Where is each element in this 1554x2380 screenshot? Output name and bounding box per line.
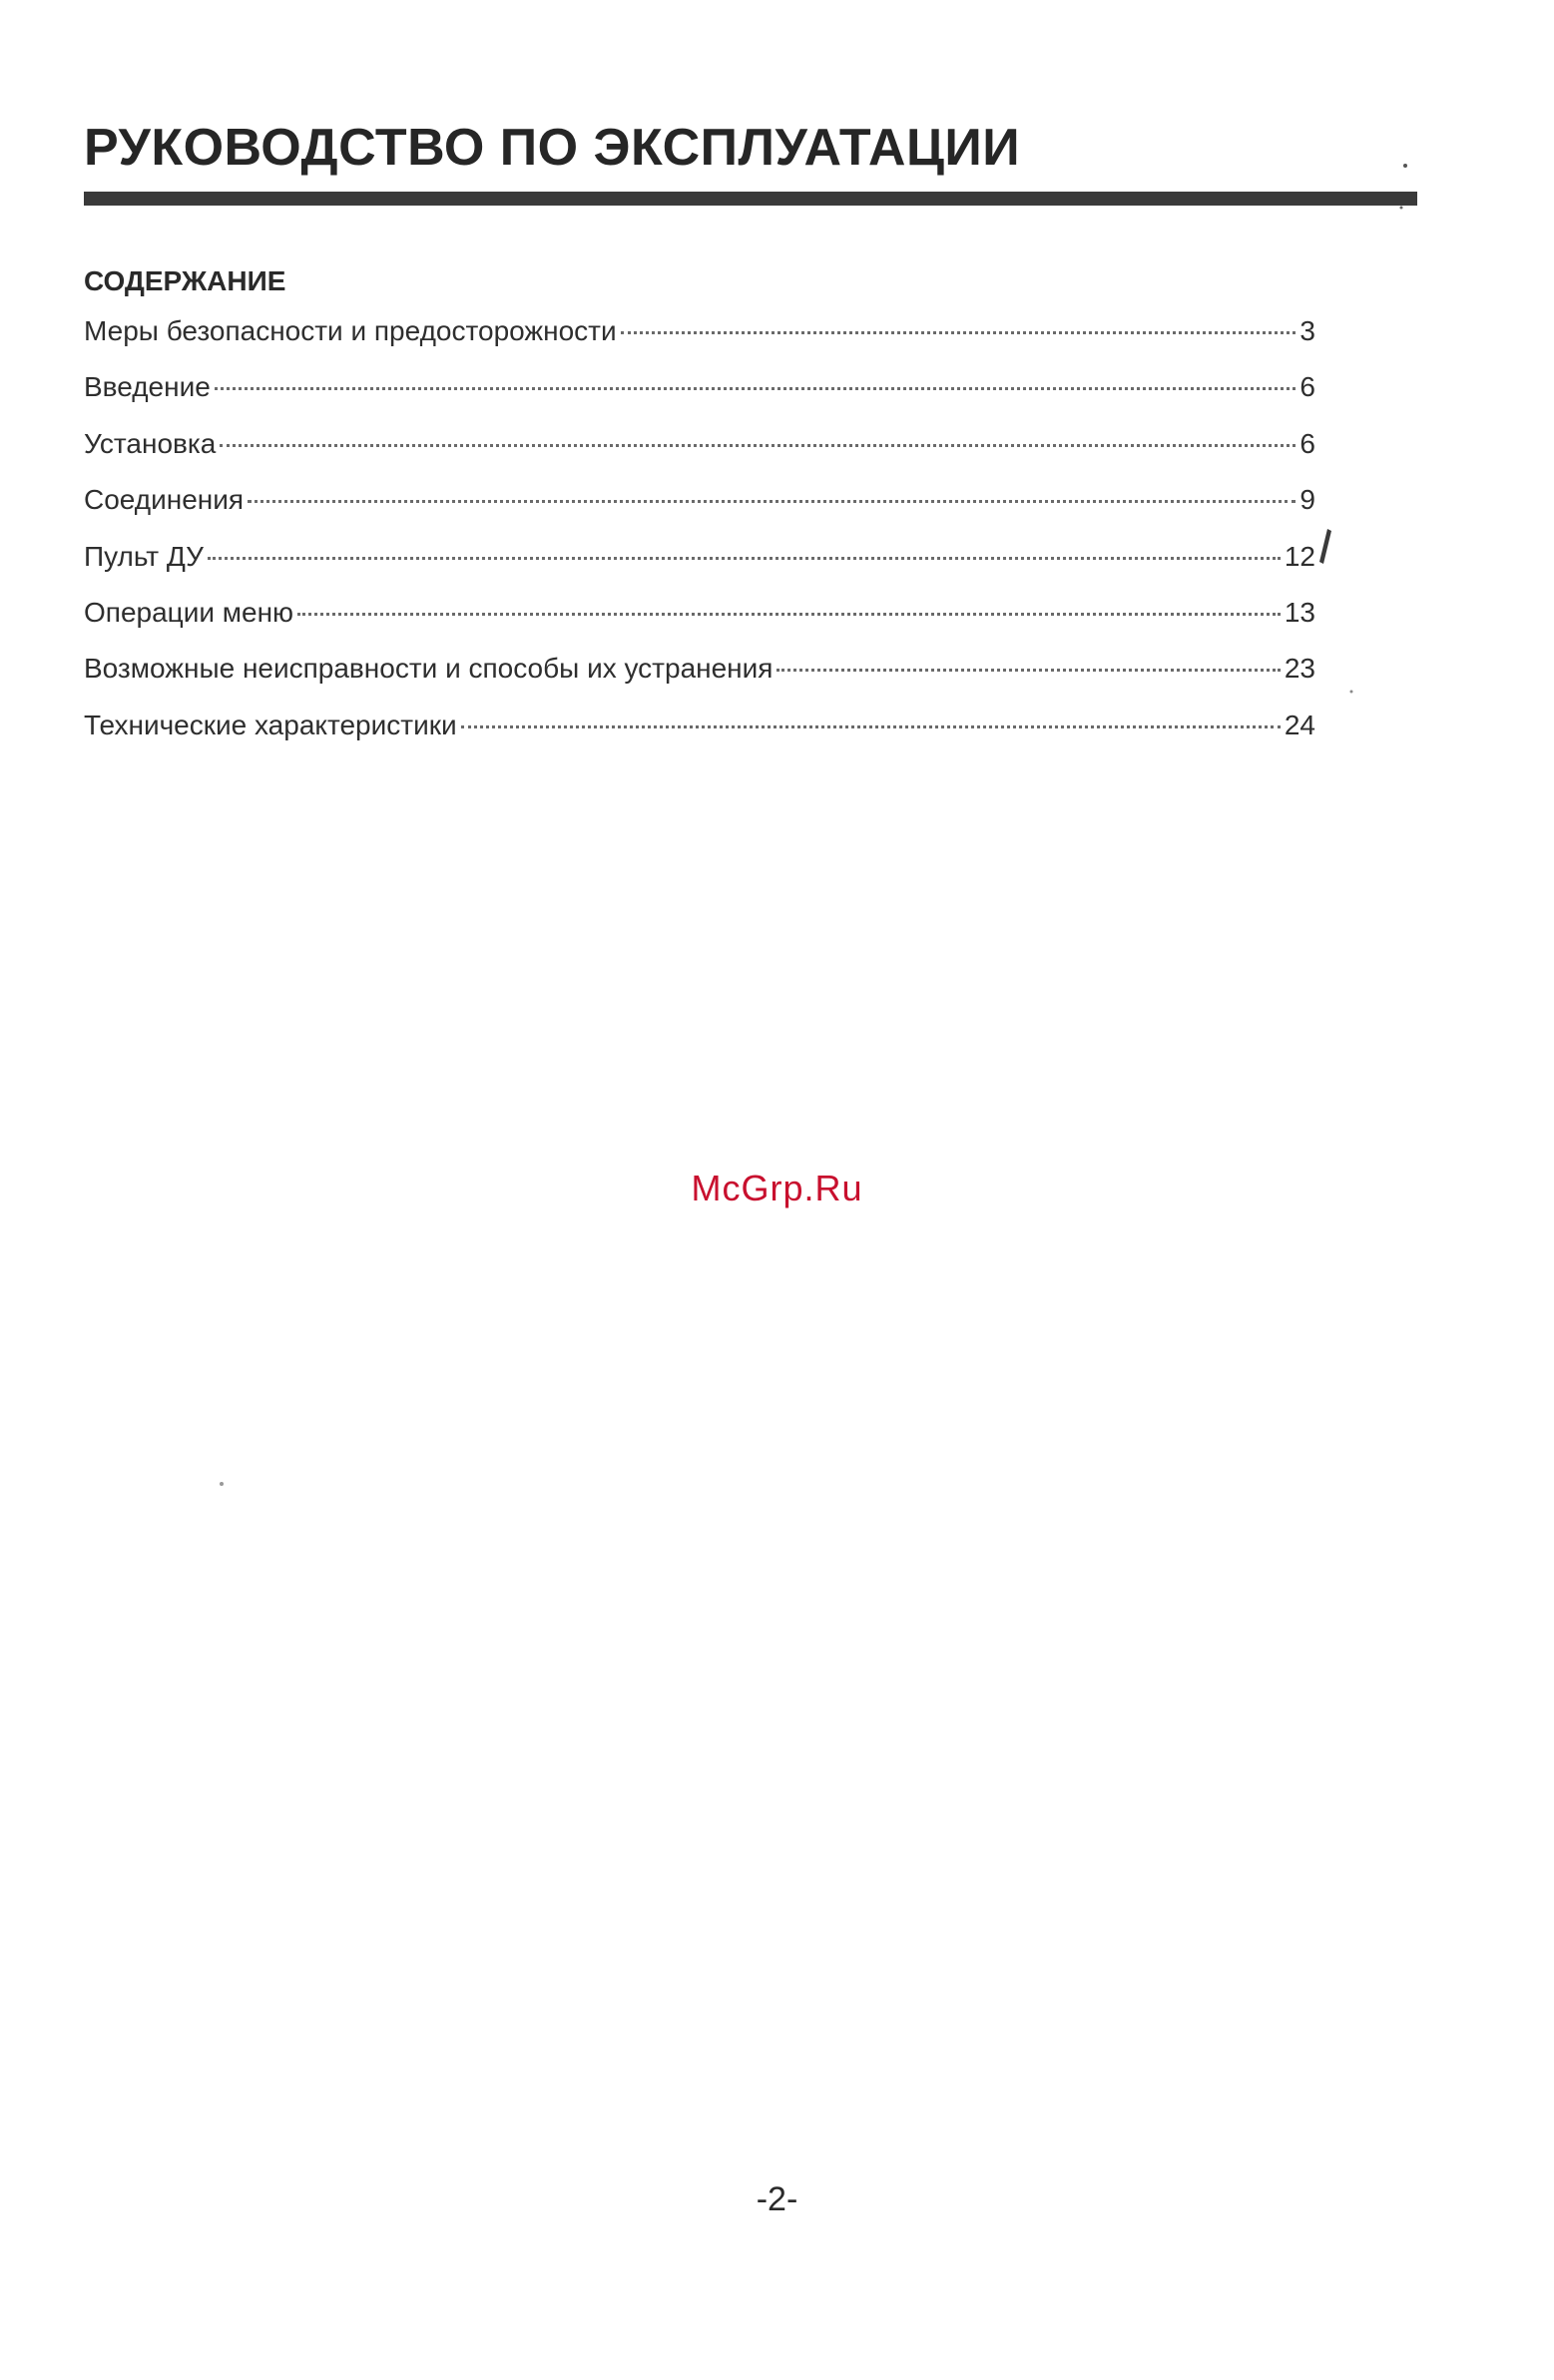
toc-entry-label: Введение (84, 371, 211, 403)
toc-entry-page: 23 (1284, 653, 1315, 685)
toc-entry-label: Соединения (84, 484, 245, 516)
toc-heading: СОДЕРЖАНИЕ (84, 265, 286, 296)
toc-entry-page: 9 (1299, 484, 1315, 516)
toc-entry-label: Установка (84, 427, 217, 459)
toc-entry-label: Операции меню (84, 596, 294, 628)
scan-speck (1403, 164, 1407, 168)
scan-speck (220, 1482, 224, 1486)
watermark[interactable]: McGrp.Ru (691, 1168, 863, 1208)
toc-entry-page: 6 (1299, 371, 1315, 403)
page-number: -2- (756, 2180, 798, 2218)
toc-entry-page: 6 (1299, 427, 1315, 459)
toc-entry-label: Пульт ДУ (84, 540, 204, 572)
toc-entry-page: 3 (1299, 315, 1315, 346)
toc-entry-label: Технические характеристики (84, 709, 457, 740)
toc-entry-page: 24 (1284, 709, 1315, 740)
pen-mark (1319, 529, 1331, 564)
toc-entry-label: Возможные неисправности и способы их устранения (84, 653, 774, 685)
toc-entry-label: Меры безопасности и предосторожности (84, 315, 617, 346)
scan-speck (1350, 691, 1353, 694)
page-title: РУКОВОДСТВО ПО ЭКСПЛУАТАЦИИ (84, 119, 1021, 177)
scan-speck (1400, 207, 1403, 210)
toc-entry-page: 12 (1284, 540, 1315, 572)
toc-entry-page: 13 (1284, 596, 1315, 628)
